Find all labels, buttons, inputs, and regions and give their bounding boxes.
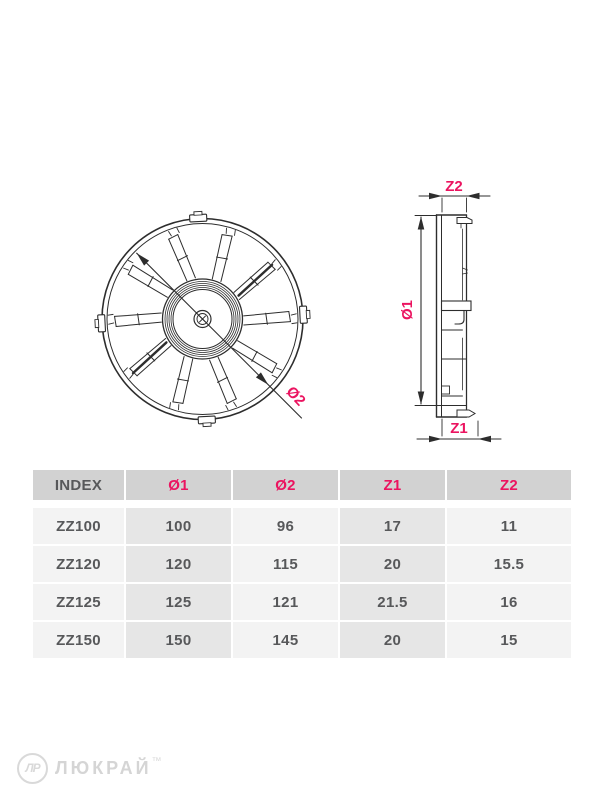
brand-name: ЛЮКРАЙ (55, 757, 152, 778)
cell-index: ZZ100 (33, 508, 124, 544)
cell-z2: 15 (447, 622, 571, 658)
brand-logo (17, 752, 162, 784)
cell-d2: 121 (233, 584, 338, 620)
cell-index: ZZ120 (33, 546, 124, 582)
cell-z2: 11 (447, 508, 571, 544)
brand-logo-icon (17, 753, 48, 784)
col-header-index: INDEX (33, 470, 124, 500)
cell-index: ZZ125 (33, 584, 124, 620)
side-profile (437, 215, 476, 417)
cell-d2: 96 (233, 508, 338, 544)
side-view-drawing (415, 193, 501, 442)
front-view-drawing (95, 211, 311, 427)
cell-d2: 145 (233, 622, 338, 658)
cell-z1: 20 (340, 546, 445, 582)
col-header-d1: Ø1 (126, 470, 231, 500)
brand-monogram: ЛР (25, 761, 40, 775)
dim-label-d1: Ø1 (399, 299, 416, 321)
col-header-z2: Z2 (447, 470, 571, 500)
cell-index: ZZ150 (33, 622, 124, 658)
dim-z2 (419, 193, 490, 212)
cell-z1: 17 (340, 508, 445, 544)
cell-d1: 150 (126, 622, 231, 658)
col-header-d2: Ø2 (233, 470, 338, 500)
dim-label-d2: Ø2 (282, 383, 309, 410)
cell-z1: 21.5 (340, 584, 445, 620)
cell-d2: 115 (233, 546, 338, 582)
dim-label-z1: Z1 (450, 420, 468, 437)
cell-d1: 125 (126, 584, 231, 620)
dimensions-table (33, 470, 571, 658)
cell-z2: 16 (447, 584, 571, 620)
dim-label-z2: Z2 (445, 178, 463, 195)
dim-d2 (137, 253, 302, 418)
cell-d1: 100 (126, 508, 231, 544)
col-header-z1: Z1 (340, 470, 445, 500)
cell-z1: 20 (340, 622, 445, 658)
dim-d1 (415, 216, 436, 406)
cell-z2: 15.5 (447, 546, 571, 582)
trademark-mark: ™ (151, 756, 162, 767)
cell-d1: 120 (126, 546, 231, 582)
